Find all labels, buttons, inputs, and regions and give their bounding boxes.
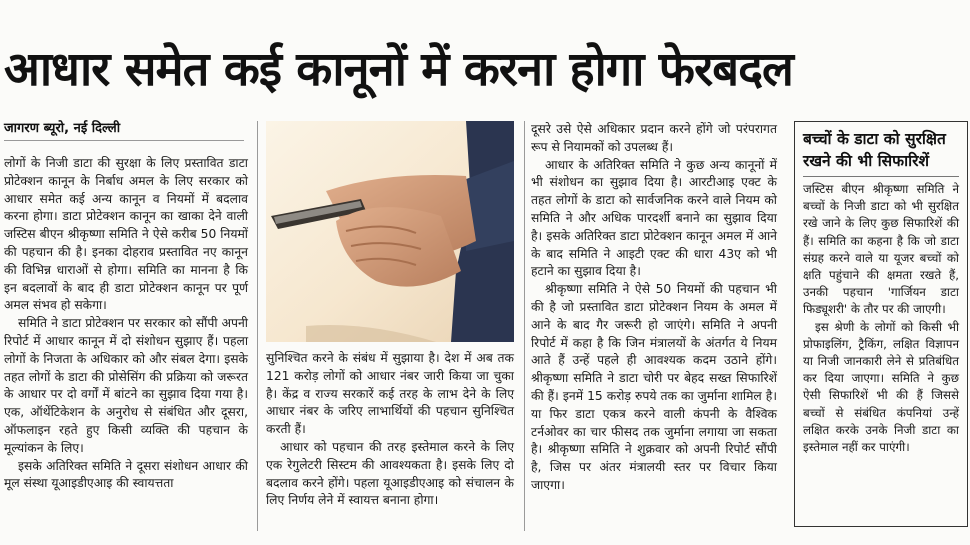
sidebar-divider: [803, 176, 959, 177]
sidebar-paragraph: इस श्रेणी के लोगों को किसी भी प्रोफाइलिंग, ट्रैकिंग, लक्षित विज्ञापन या निजी जानकारी लेने से प्रतिबंधित कर दिया जाएगा। समिति ने कुछ ऐसी सिफारिशें भी की हैं जिससे बच्चों से संबंधित कंपनियां उन्हें लक्षित करके उनके निजी डाटा का इस्तेमाल नहीं कर पाएंगी।: [803, 319, 959, 455]
column-divider: [257, 121, 258, 531]
article-paragraph: श्रीकृष्णा समिति ने ऐसे 50 नियमों की पहचान भी की है जो प्रस्तावित डाटा प्रोटेक्शन नियम के अमल में आने के बाद गैर जरूरी हो जाएंगे। समिति ने अपनी रिपोर्ट में कहा है कि जिन मंत्रालयों के अंतर्गत ये नियम आते हैं उन्हें पहले ही आवश्यक कदम उठाने होंगे। श्रीकृष्णा समिति ने डाटा चोरी पर बेहद सख्त सिफारिशें की हैं। इनमें 15 करोड़ रुपये तक का जुर्माना शामिल है। या फिर डाटा एकत्र करने वाली कंपनी के वैश्विक टर्नओवर का चार फीसद तक जुर्माना लगाया जा सकता है। श्रीकृष्णा समिति ने शुक्रवार को अपनी रिपोर्ट सौंपी है, जिस पर अंतर मंत्रालयी स्तर पर विचार किया जाएगा।: [531, 282, 777, 492]
article-paragraph: लोगों के निजी डाटा की सुरक्षा के लिए प्रस्तावित डाटा प्रोटेक्शन कानून के निर्बाध अमल के लिए सरकार को आधार समेत कई अन्य कानून व नियमों में बदलाव करना होगा। डाटा प्रोटेक्शन कानून का खाका देने वाली जस्टिस बीएन श्रीकृष्णा समिति ने ऐसे करीब 50 नियमों की पहचान की है। इनका दोहराव प्रस्तावित नए कानून की विभिन्न धाराओं से होगा। समिति का मानना है कि इन बदलावों के बाद ही डाटा प्रोटेक्शन कानून पर पूर्ण अमल संभव हो सकेगा।: [4, 156, 248, 313]
article-paragraph: समिति ने डाटा प्रोटेक्शन पर सरकार को सौंपी अपनी रिपोर्ट में आधार कानून में दो संशोधन सुझाए हैं। पहला लोगों के निजता के अधिकार को और संबल देगा। इसके तहत लोगों के डाटा की प्रोसेसिंग की प्रक्रिया को जरूरत के आधार पर दो वर्गों में बांटने का सुझाव दिया गया है। एक, ऑथेंटिकेशन के अनुरोध से संबंधित और दूसरा, ऑफलाइन रहते हुए किसी व्यक्ति की पहचान के मूल्यांकन के लिए।: [4, 316, 248, 455]
article-paragraph: दूसरे उसे ऐसे अधिकार प्रदान करने होंगे जो परंपरागत रूप से नियामकों को उपलब्ध हैं।: [531, 122, 777, 154]
article-column-3: [531, 121, 777, 495]
sidebar-paragraph: जस्टिस बीएन श्रीकृष्णा समिति ने बच्चों के निजी डाटा को भी सुरक्षित रखे जाने के लिए कुछ सिफारिशें की हैं। समिति का कहना है कि जो डाटा संग्रह करने वाले या यूजर बच्चों को क्षति पहुंचाने की क्षमता रखते हैं, उनकी पहचान 'गार्जियन डाटा फिड्यूशरी' के तौर पर की जाएगी।: [803, 182, 959, 317]
article-column-2: [266, 350, 514, 510]
sidebar-title: बच्चों के डाटा को सुरक्षित रखने की भी सिफारिशें: [803, 130, 946, 170]
article-paragraph: आधार के अतिरिक्त समिति ने कुछ अन्य कानूनों में भी संशोधन का सुझाव दिया है। आरटीआइ एक्ट के तहत लोगों के डाटा को सार्वजनिक करने वाले नियम को समिति ने और अधिक पारदर्शी बनाने का सुझाव दिया है। इसके अतिरिक्त डाटा प्रोटेक्शन कानून अमल में आने के बाद समिति ने आइटी एक्ट की धारा 43ए को भी हटाने का सुझाव दिया है।: [531, 157, 777, 279]
smartphone-hands-image: [266, 121, 514, 342]
article-paragraph: आधार को पहचान की तरह इस्तेमाल करने के लिए एक रेगुलेटरी सिस्टम की आवश्यकता है। इसके लिए दो बदलाव करने होंगे। पहला यूआइडीएआइ को संचालन के लिए निर्णय लेने में स्वायत्त बनाना होगा।: [266, 439, 514, 508]
headline: आधार समेत कई कानूनों में करना होगा फेरबदल: [4, 42, 793, 97]
byline: जागरण ब्यूरो, नई दिल्ली: [4, 118, 244, 141]
article-paragraph: सुनिश्चित करने के संबंध में सुझाया है। देश में अब तक 121 करोड़ लोगों को आधार नंबर जारी किया जा चुका है। केंद्र व राज्य सरकारें कई तरह के लाभ देने के लिए आधार नंबर के जरिए लाभार्थियों की पहचान सुनिश्चित करती हैं।: [266, 351, 514, 437]
smartphone-photo: [266, 121, 514, 342]
sidebar-body: [795, 181, 967, 456]
article-paragraph: इसके अतिरिक्त समिति ने दूसरा संशोधन आधार की मूल संस्था यूआइडीएआइ की स्वायत्तता: [4, 458, 248, 491]
article-column-1: [4, 155, 248, 493]
column-divider: [524, 121, 525, 531]
sidebar-box: [794, 121, 968, 527]
